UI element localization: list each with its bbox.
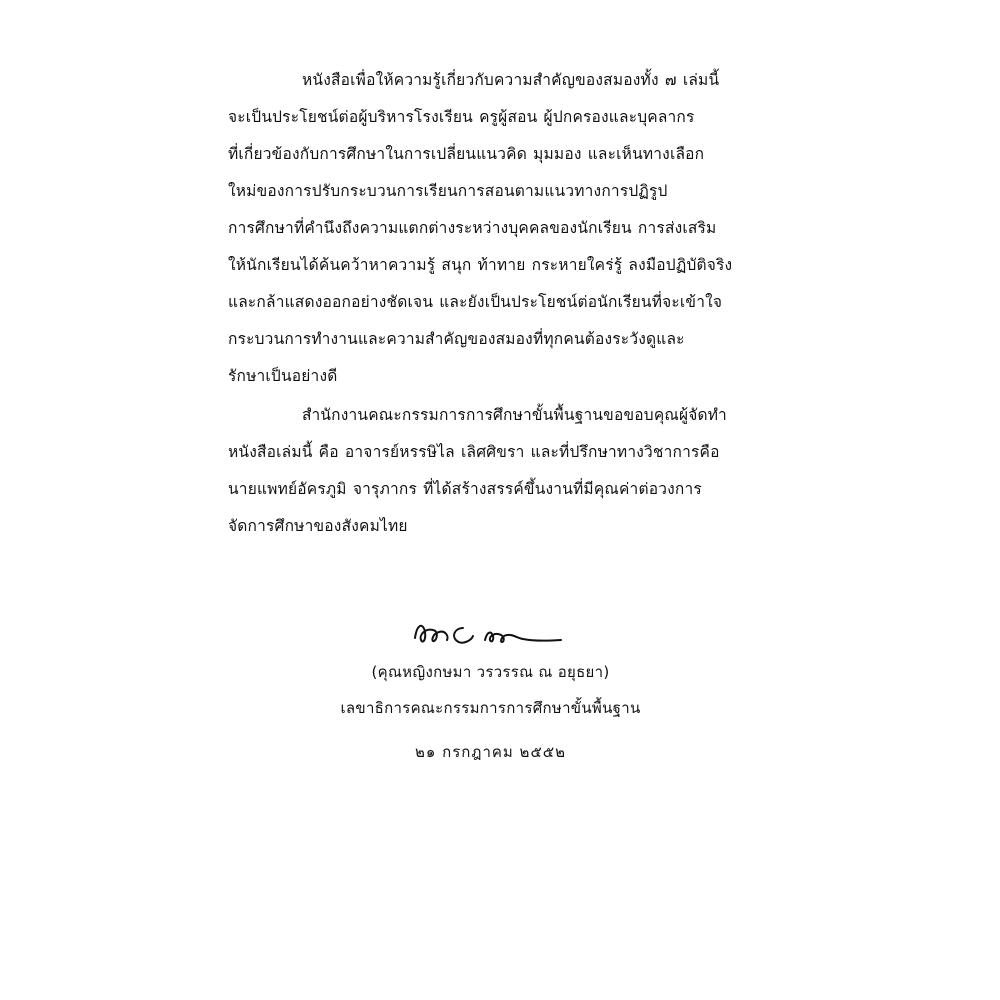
signature-title: เลขาธิการคณะกรรมการการศึกษาขั้นพื้นฐาน [340,699,641,717]
paragraph-2 [228,397,753,545]
signature-date: ๒๑ กรกฎาคม ๒๕๕๒ [414,743,567,761]
paragraph-line: จัดการศึกษาของสังคมไทย [228,517,408,535]
paragraph-line: การศึกษาที่คำนึงถึงความแตกต่างระหว่างบุคคลของนักเรียน การส่งเสริม [228,219,717,237]
paragraph-line: สำนักงานคณะกรรมการการศึกษาขั้นพื้นฐานขอขอบคุณผู้จัดทำ [302,406,727,424]
paragraph-1 [228,62,753,395]
signature-block [228,612,753,770]
paragraph-line: ใหม่ของการปรับกระบวนการเรียนการสอนตามแนวทางการปฏิรูป [228,182,668,200]
paragraph-line: ที่เกี่ยวข้องกับการศึกษาในการเปลี่ยนแนวคิด มุมมอง และเห็นทางเลือก [228,145,705,163]
paragraph-line: และกล้าแสดงออกอย่างชัดเจน และยังเป็นประโยชน์ต่อนักเรียนที่จะเข้าใจ [228,293,723,311]
paragraph-line: รักษาเป็นอย่างดี [228,367,338,385]
handwritten-signature [228,612,753,654]
document-body [228,62,753,545]
paragraph-line: ให้นักเรียนได้ค้นคว้าหาความรู้ สนุก ท้าทาย กระหายใคร่รู้ ลงมือปฏิบัติจริง [228,256,733,274]
paragraph-line: หนังสือเพื่อให้ความรู้เกี่ยวกับความสำคัญของสมองทั้ง ๗ เล่มนี้ [302,71,720,89]
paragraph-line: จะเป็นประโยชน์ต่อผู้บริหารโรงเรียน ครูผู้สอน ผู้ปกครองและบุคลากร [228,108,695,126]
paragraph-line: หนังสือเล่มนี้ คือ อาจารย์หรรษิไล เลิศศิขรา และที่ปรึกษาทางวิชาการคือ [228,443,720,461]
paragraph-line: กระบวนการทำงานและความสำคัญของสมองที่ทุกคนต้องระวังดูและ [228,330,685,348]
paragraph-line: นายแพทย์อัครภูมิ จารุภากร ที่ได้สร้างสรรค์ขึ้นงานที่มีคุณค่าต่อวงการ [228,480,702,498]
signature-name: (คุณหญิงกษมา วรวรรณ ณ อยุธยา) [371,663,610,681]
